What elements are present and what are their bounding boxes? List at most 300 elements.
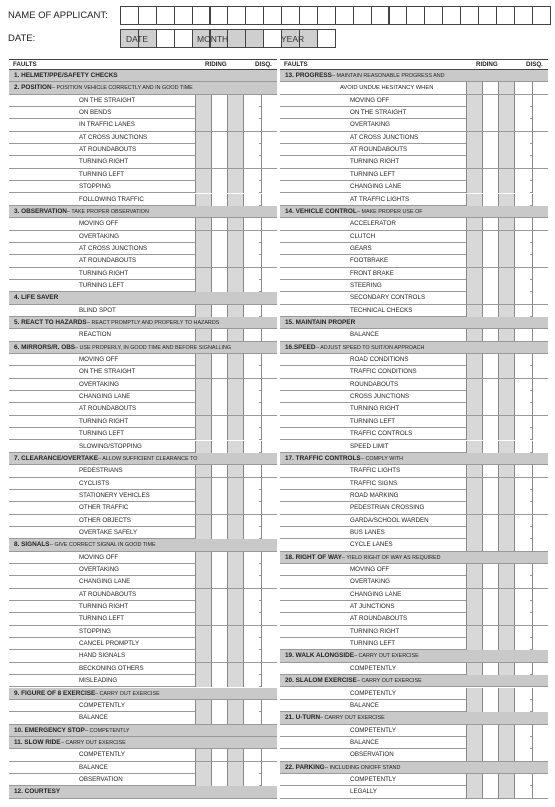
disq-cell[interactable] [532,428,548,440]
disq-cell[interactable] [532,403,548,415]
riding-cell[interactable] [211,650,227,662]
riding-cell[interactable] [243,762,259,774]
riding-cell[interactable] [482,169,498,181]
disq-cell[interactable] [532,737,548,749]
disq-cell[interactable] [261,564,277,576]
disq-cell[interactable] [261,305,277,317]
riding-cell[interactable] [211,169,227,181]
riding-cell[interactable] [227,576,243,588]
riding-cell[interactable] [482,688,498,700]
disq-cell[interactable] [532,107,548,119]
riding-cell[interactable] [482,366,498,378]
disq-cell[interactable] [532,119,548,131]
riding-cell[interactable] [195,280,211,292]
disq-cell[interactable] [261,478,277,490]
riding-cell[interactable] [243,243,259,255]
char-box[interactable] [478,6,497,25]
disq-cell[interactable] [261,638,277,650]
riding-cell[interactable] [466,626,482,638]
riding-cell[interactable] [498,502,514,514]
riding-cell[interactable] [466,292,482,304]
riding-cell[interactable] [514,354,530,366]
disq-cell[interactable] [532,441,548,453]
riding-cell[interactable] [482,329,498,341]
disq-cell[interactable] [532,181,548,193]
disq-cell[interactable] [532,663,548,675]
char-box[interactable] [353,6,372,25]
riding-cell[interactable] [243,576,259,588]
riding-cell[interactable] [482,663,498,675]
riding-cell[interactable] [243,478,259,490]
riding-cell[interactable] [514,613,530,625]
riding-cell[interactable] [498,478,514,490]
riding-cell[interactable] [195,774,211,786]
char-box[interactable] [317,6,336,25]
riding-cell[interactable] [466,700,482,712]
riding-cell[interactable] [227,515,243,527]
riding-cell[interactable] [211,552,227,564]
riding-cell[interactable] [514,428,530,440]
riding-cell[interactable] [514,441,530,453]
disq-cell[interactable] [261,762,277,774]
disq-cell[interactable] [261,552,277,564]
riding-cell[interactable] [466,169,482,181]
riding-cell[interactable] [498,218,514,230]
riding-cell[interactable] [498,576,514,588]
riding-cell[interactable] [243,231,259,243]
char-box[interactable] [192,6,211,25]
riding-cell[interactable] [227,231,243,243]
riding-cell[interactable] [243,329,259,341]
disq-cell[interactable] [532,95,548,107]
riding-cell[interactable] [211,626,227,638]
riding-cell[interactable] [514,169,530,181]
disq-cell[interactable] [261,391,277,403]
disq-cell[interactable] [261,156,277,168]
riding-cell[interactable] [195,107,211,119]
riding-cell[interactable] [514,601,530,613]
char-box[interactable] [371,6,390,25]
disq-cell[interactable] [532,527,548,539]
riding-cell[interactable] [466,502,482,514]
riding-cell[interactable] [211,515,227,527]
disq-cell[interactable] [532,379,548,391]
riding-cell[interactable] [195,490,211,502]
disq-cell[interactable] [532,280,548,292]
riding-cell[interactable] [498,428,514,440]
riding-cell[interactable] [466,564,482,576]
riding-cell[interactable] [211,613,227,625]
riding-cell[interactable] [466,663,482,675]
riding-cell[interactable] [498,156,514,168]
riding-cell[interactable] [227,194,243,206]
riding-cell[interactable] [514,515,530,527]
riding-cell[interactable] [195,231,211,243]
char-box[interactable] [281,6,300,25]
riding-cell[interactable] [466,156,482,168]
riding-cell[interactable] [466,786,482,798]
riding-cell[interactable] [195,379,211,391]
riding-cell[interactable] [466,478,482,490]
riding-cell[interactable] [482,626,498,638]
riding-cell[interactable] [482,268,498,280]
riding-cell[interactable] [227,552,243,564]
disq-cell[interactable] [532,502,548,514]
riding-cell[interactable] [514,156,530,168]
char-box[interactable] [496,6,515,25]
riding-cell[interactable] [227,626,243,638]
riding-cell[interactable] [211,601,227,613]
riding-cell[interactable] [498,441,514,453]
riding-cell[interactable] [211,428,227,440]
riding-cell[interactable] [514,194,530,206]
char-box[interactable] [120,6,139,25]
riding-cell[interactable] [482,613,498,625]
riding-cell[interactable] [227,774,243,786]
riding-cell[interactable] [195,502,211,514]
riding-cell[interactable] [227,601,243,613]
riding-cell[interactable] [514,107,530,119]
riding-cell[interactable] [195,119,211,131]
riding-cell[interactable] [514,490,530,502]
riding-cell[interactable] [211,675,227,687]
riding-cell[interactable] [195,762,211,774]
riding-cell[interactable] [514,749,530,761]
riding-cell[interactable] [211,502,227,514]
riding-cell[interactable] [466,119,482,131]
riding-cell[interactable] [466,774,482,786]
riding-cell[interactable] [195,243,211,255]
riding-cell[interactable] [466,280,482,292]
riding-cell[interactable] [514,231,530,243]
char-box[interactable] [210,6,229,25]
riding-cell[interactable] [482,589,498,601]
riding-cell[interactable] [466,255,482,267]
riding-cell[interactable] [514,82,530,94]
riding-cell[interactable] [514,268,530,280]
riding-cell[interactable] [482,601,498,613]
disq-cell[interactable] [532,305,548,317]
char-box[interactable] [406,6,425,25]
disq-cell[interactable] [261,144,277,156]
char-box[interactable] [263,29,282,48]
riding-cell[interactable] [466,490,482,502]
riding-cell[interactable] [195,527,211,539]
riding-cell[interactable] [498,391,514,403]
disq-cell[interactable] [261,329,277,341]
riding-cell[interactable] [466,416,482,428]
riding-cell[interactable] [466,231,482,243]
char-box[interactable] [317,29,336,48]
riding-cell[interactable] [466,391,482,403]
char-box[interactable] [514,6,533,25]
riding-cell[interactable] [498,255,514,267]
disq-cell[interactable] [261,132,277,144]
char-box[interactable] [227,6,246,25]
riding-cell[interactable] [482,156,498,168]
riding-cell[interactable] [243,169,259,181]
riding-cell[interactable] [227,268,243,280]
riding-cell[interactable] [482,749,498,761]
riding-cell[interactable] [211,589,227,601]
riding-cell[interactable] [466,132,482,144]
disq-cell[interactable] [261,255,277,267]
char-box[interactable] [424,6,443,25]
disq-cell[interactable] [261,169,277,181]
riding-cell[interactable] [211,156,227,168]
riding-cell[interactable] [243,663,259,675]
disq-cell[interactable] [261,268,277,280]
riding-cell[interactable] [498,416,514,428]
disq-cell[interactable] [261,416,277,428]
riding-cell[interactable] [498,305,514,317]
riding-cell[interactable] [498,613,514,625]
riding-cell[interactable] [482,379,498,391]
riding-cell[interactable] [514,181,530,193]
disq-cell[interactable] [532,292,548,304]
riding-cell[interactable] [243,403,259,415]
disq-cell[interactable] [261,403,277,415]
riding-cell[interactable] [466,613,482,625]
riding-cell[interactable] [498,379,514,391]
riding-cell[interactable] [195,156,211,168]
riding-cell[interactable] [466,107,482,119]
riding-cell[interactable] [514,119,530,131]
riding-cell[interactable] [482,527,498,539]
riding-cell[interactable] [211,564,227,576]
riding-cell[interactable] [466,428,482,440]
riding-cell[interactable] [195,576,211,588]
riding-cell[interactable] [195,305,211,317]
riding-cell[interactable] [482,82,498,94]
char-box[interactable] [335,6,354,25]
riding-cell[interactable] [211,478,227,490]
riding-cell[interactable] [482,292,498,304]
riding-cell[interactable] [498,638,514,650]
riding-cell[interactable] [514,329,530,341]
char-box[interactable] [389,6,408,25]
disq-cell[interactable] [261,379,277,391]
riding-cell[interactable] [482,490,498,502]
riding-cell[interactable] [211,391,227,403]
riding-cell[interactable] [195,601,211,613]
riding-cell[interactable] [227,280,243,292]
char-box[interactable] [532,6,551,25]
disq-cell[interactable] [261,700,277,712]
disq-cell[interactable] [261,527,277,539]
riding-cell[interactable] [227,428,243,440]
riding-cell[interactable] [227,564,243,576]
disq-cell[interactable] [261,366,277,378]
riding-cell[interactable] [211,119,227,131]
riding-cell[interactable] [514,218,530,230]
riding-cell[interactable] [466,354,482,366]
riding-cell[interactable] [514,243,530,255]
riding-cell[interactable] [514,416,530,428]
riding-cell[interactable] [466,181,482,193]
riding-cell[interactable] [514,292,530,304]
riding-cell[interactable] [498,119,514,131]
riding-cell[interactable] [482,638,498,650]
riding-cell[interactable] [227,144,243,156]
riding-cell[interactable] [195,663,211,675]
char-box[interactable] [245,6,264,25]
riding-cell[interactable] [498,144,514,156]
riding-cell[interactable] [466,403,482,415]
riding-cell[interactable] [211,416,227,428]
riding-cell[interactable] [211,638,227,650]
riding-cell[interactable] [498,292,514,304]
riding-cell[interactable] [498,181,514,193]
riding-cell[interactable] [466,95,482,107]
riding-cell[interactable] [211,107,227,119]
riding-cell[interactable] [211,194,227,206]
disq-cell[interactable] [261,589,277,601]
riding-cell[interactable] [482,416,498,428]
riding-cell[interactable] [514,391,530,403]
riding-cell[interactable] [498,774,514,786]
riding-cell[interactable] [466,243,482,255]
riding-cell[interactable] [211,379,227,391]
riding-cell[interactable] [227,441,243,453]
disq-cell[interactable] [532,515,548,527]
riding-cell[interactable] [211,329,227,341]
riding-cell[interactable] [498,231,514,243]
disq-cell[interactable] [261,663,277,675]
riding-cell[interactable] [227,650,243,662]
riding-cell[interactable] [227,663,243,675]
riding-cell[interactable] [482,95,498,107]
riding-cell[interactable] [466,366,482,378]
riding-cell[interactable] [211,218,227,230]
riding-cell[interactable] [195,638,211,650]
riding-cell[interactable] [211,527,227,539]
riding-cell[interactable] [482,774,498,786]
char-box[interactable] [156,29,175,48]
riding-cell[interactable] [211,243,227,255]
disq-cell[interactable] [261,749,277,761]
disq-cell[interactable] [261,428,277,440]
riding-cell[interactable] [243,626,259,638]
riding-cell[interactable] [243,132,259,144]
riding-cell[interactable] [227,675,243,687]
riding-cell[interactable] [227,354,243,366]
riding-cell[interactable] [243,156,259,168]
riding-cell[interactable] [514,403,530,415]
char-box[interactable] [227,29,246,48]
riding-cell[interactable] [195,144,211,156]
riding-cell[interactable] [211,268,227,280]
riding-cell[interactable] [211,354,227,366]
disq-cell[interactable] [261,465,277,477]
riding-cell[interactable] [498,527,514,539]
riding-cell[interactable] [227,613,243,625]
disq-cell[interactable] [532,231,548,243]
disq-cell[interactable] [532,725,548,737]
riding-cell[interactable] [514,95,530,107]
riding-cell[interactable] [227,391,243,403]
riding-cell[interactable] [498,725,514,737]
riding-cell[interactable] [498,403,514,415]
disq-cell[interactable] [261,613,277,625]
riding-cell[interactable] [211,181,227,193]
riding-cell[interactable] [466,737,482,749]
disq-cell[interactable] [532,391,548,403]
riding-cell[interactable] [498,280,514,292]
riding-cell[interactable] [227,502,243,514]
riding-cell[interactable] [243,144,259,156]
riding-cell[interactable] [498,354,514,366]
riding-cell[interactable] [243,675,259,687]
disq-cell[interactable] [532,774,548,786]
riding-cell[interactable] [466,379,482,391]
riding-cell[interactable] [227,119,243,131]
disq-cell[interactable] [261,626,277,638]
disq-cell[interactable] [261,675,277,687]
riding-cell[interactable] [466,329,482,341]
riding-cell[interactable] [482,119,498,131]
disq-cell[interactable] [261,502,277,514]
riding-cell[interactable] [514,688,530,700]
riding-cell[interactable] [211,255,227,267]
disq-cell[interactable] [261,119,277,131]
riding-cell[interactable] [514,725,530,737]
riding-cell[interactable] [195,589,211,601]
riding-cell[interactable] [482,428,498,440]
riding-cell[interactable] [227,589,243,601]
char-box[interactable] [156,6,175,25]
riding-cell[interactable] [227,478,243,490]
riding-cell[interactable] [195,564,211,576]
riding-cell[interactable] [227,218,243,230]
riding-cell[interactable] [195,194,211,206]
riding-cell[interactable] [227,169,243,181]
riding-cell[interactable] [498,82,514,94]
riding-cell[interactable] [195,132,211,144]
riding-cell[interactable] [195,391,211,403]
riding-cell[interactable] [211,231,227,243]
riding-cell[interactable] [482,576,498,588]
riding-cell[interactable] [243,391,259,403]
riding-cell[interactable] [211,366,227,378]
riding-cell[interactable] [482,725,498,737]
riding-cell[interactable] [195,613,211,625]
riding-cell[interactable] [514,539,530,551]
disq-cell[interactable] [261,231,277,243]
disq-cell[interactable] [532,268,548,280]
riding-cell[interactable] [195,416,211,428]
riding-cell[interactable] [482,107,498,119]
riding-cell[interactable] [211,749,227,761]
riding-cell[interactable] [466,749,482,761]
riding-cell[interactable] [243,650,259,662]
riding-cell[interactable] [243,428,259,440]
char-box[interactable] [299,6,318,25]
riding-cell[interactable] [482,305,498,317]
riding-cell[interactable] [514,502,530,514]
riding-cell[interactable] [514,663,530,675]
riding-cell[interactable] [227,379,243,391]
riding-cell[interactable] [466,144,482,156]
riding-cell[interactable] [482,144,498,156]
riding-cell[interactable] [243,366,259,378]
riding-cell[interactable] [195,181,211,193]
riding-cell[interactable] [227,403,243,415]
riding-cell[interactable] [466,688,482,700]
riding-cell[interactable] [243,181,259,193]
riding-cell[interactable] [482,243,498,255]
riding-cell[interactable] [243,564,259,576]
